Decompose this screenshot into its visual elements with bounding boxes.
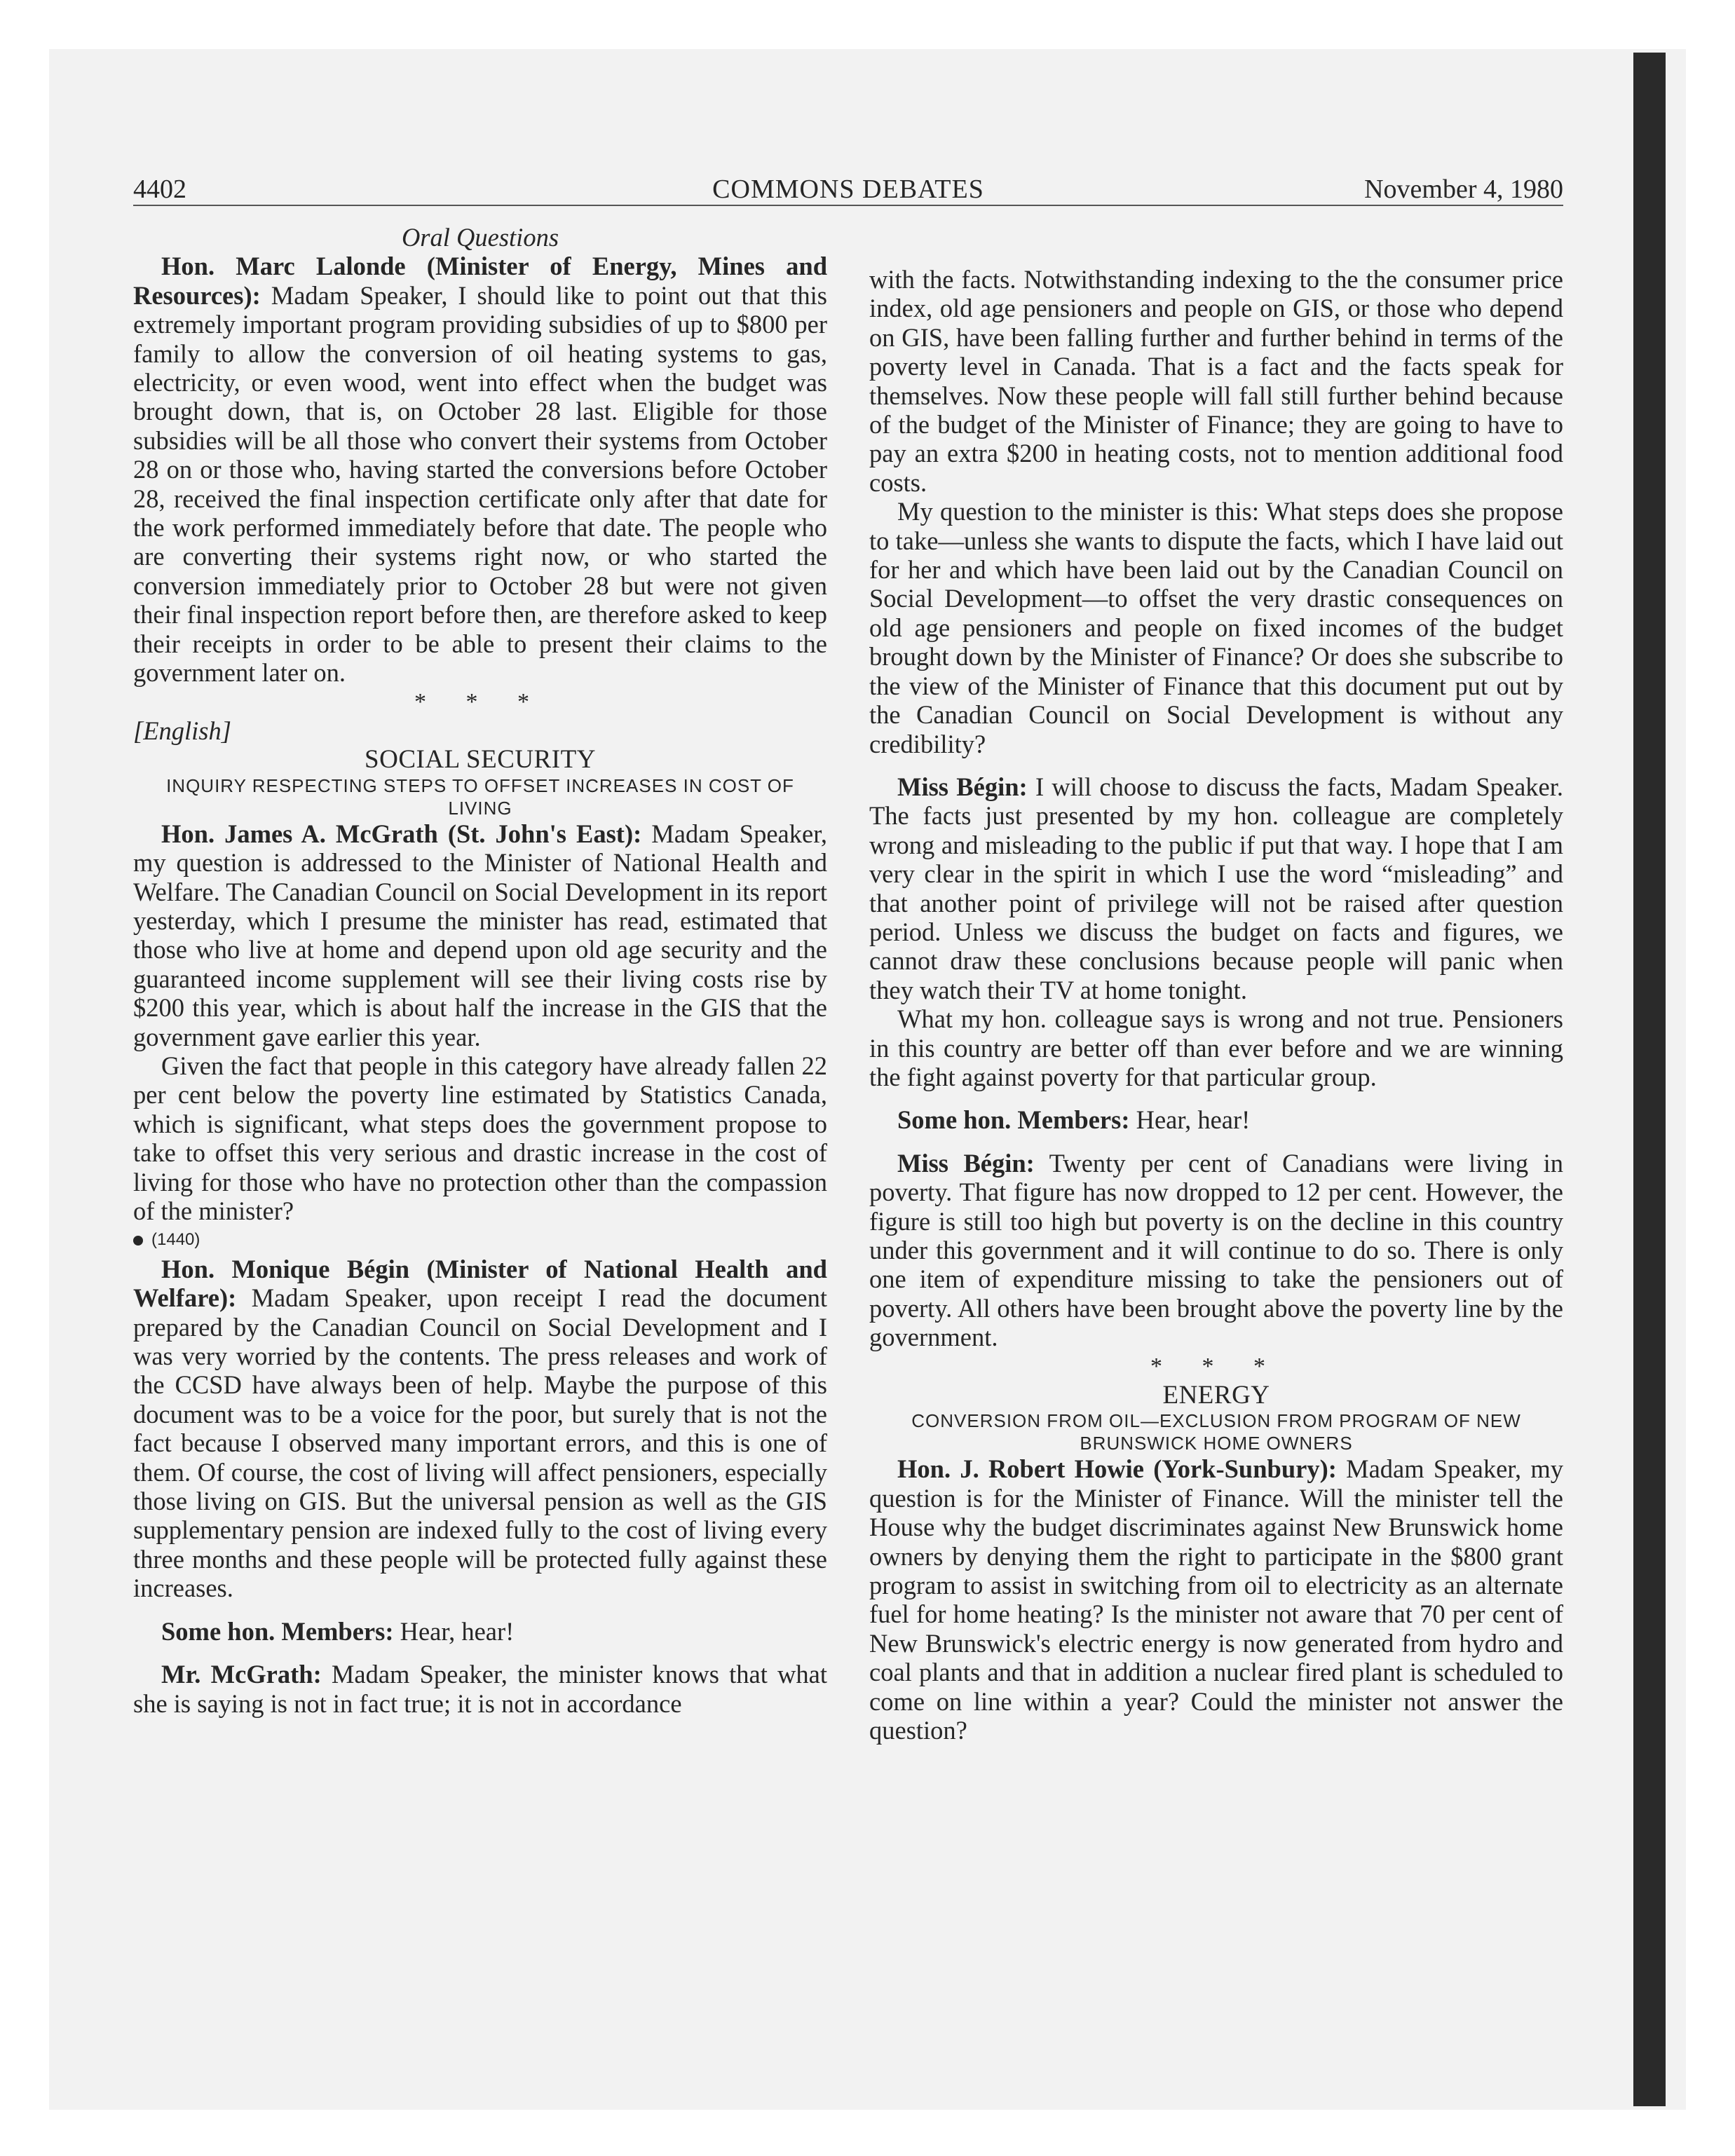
speech-text: I will choose to discuss the facts, Madam Speaker. The facts just presented by my hon. colleague are completely wrong and misleading to the public if put that way. I hope that I am very clear in the spirit in which I use the word “misleading” and that another point of privilege will not be raised after question period. Unless we discuss the budget on facts and figures, we cannot draw these conclusions because people will panic when they watch their TV at home tonight. [869,772,1563,1004]
right-column [869,265,1563,1745]
publication-date: November 4, 1980 [1364,175,1563,204]
language-marker: [English] [133,716,231,745]
speaker-name: Some hon. Members: [897,1105,1130,1135]
speech-text: Given the fact that people in this category have already fallen 22 per cent below the poverty line estimated by Statistics Canada, which is significant, what steps does the government propose to take to offset this very serious and drastic increase in the cost of living for those who have no protection other than the compassion of the minister? [133,1051,827,1225]
speech-text: Hear, hear! [1129,1105,1251,1135]
page-header [133,171,1563,207]
paragraph [869,1149,1563,1352]
section-separator: * * * [414,688,546,715]
paragraph [869,1454,1563,1745]
speech-text: Madam Speaker, upon receipt I read the document prepared by the Canadian Council on Social Development and I was very worried by the contents. The press releases and work of the CCSD have always been of help. Maybe the purpose of this document was to be a voice for the poor, but surely that is not the fact because I observed many important errors, and this is one of them. Of course, the cost of living will affect pensioners, especially those living on GIS. But the universal pension as well as the GIS supplementary pension are indexed fully to the cost of living every three months and these people will be protected fully against these increases. [133,1283,827,1603]
speaker-name: Hon. Monique Bégin (Minister of National Health and Welfare): [133,1254,827,1313]
page-number: 4402 [133,175,186,204]
speech-text: with the facts. Notwithstanding indexing to the the consumer price index, old age pensioners and people on GIS, or those who depend on GIS, have been falling further and further behind in terms of the poverty level in Canada. That is a fact and the facts speak for themselves. Now these people will fall still further behind because of the budget of the Minister of Finance; they are going to have to pay an extra $200 in heating costs, not to mention additional food costs. [869,265,1563,497]
speech-text: Hear, hear! [393,1616,515,1646]
speech-text: My question to the minister is this: What steps does she propose to take—unless she wants to dispute the facts, which I have laid out for her and which have been laid out by the Canadian Council on Social Development—to offset the very drastic consequences on old age pensioners and people on fixed incomes of the budget brought down by the Minister of Finance? Or does she subscribe to the view of the Minister of Finance that this document put out by the Canadian Council on Social Development is without any credibility? [869,497,1563,758]
subject-heading: SOCIAL SECURITY [365,745,596,775]
paragraph [869,772,1563,1004]
paragraph [133,1617,827,1646]
section-label: Oral Questions [401,223,559,252]
paragraph [133,1660,827,1718]
speaker-name: Some hon. Members: [161,1616,394,1646]
paragraph [869,1004,1563,1091]
header-rule [133,205,1563,206]
subject-subheading: CONVERSION FROM OIL—EXCLUSION FROM PROGRAM OF NEW BRUNSWICK HOME OWNERS [911,1410,1521,1454]
paragraph [133,252,827,687]
speech-text: Twenty per cent of Canadians were living in poverty. That figure has now dropped to 12 per cent. However, the figure is still too high but poverty is on the decline in this country under this government and it will continue to do so. There is only one item of expenditure missing to take the pensioners out of poverty. All others have been brought above the poverty line by the government. [869,1148,1563,1352]
time-marker [133,1225,827,1254]
paragraph [133,1255,827,1603]
speaker-name: Hon. J. Robert Howie (York-Sunbury): [897,1454,1337,1484]
section-separator: * * * [1150,1353,1282,1379]
speaker-name: Hon. James A. McGrath (St. John's East): [161,819,642,848]
speech-text: What my hon. colleague says is wrong and not true. Pensioners in this country are better off than ever before and we are winning the fight against poverty for that particular group. [869,1004,1563,1091]
speaker-name: Mr. McGrath: [161,1660,322,1689]
paragraph [133,819,827,1051]
speech-text: Madam Speaker, my question is for the Minister of Finance. Will the minister tell the House why the budget discriminates against New Brunswick home owners by denying them the right to participate in the $800 grant program to assist in switching from oil to electricity as an alternate fuel for home heating? Is the minister not aware that 70 per cent of New Brunswick's electric energy is now generated from hydro and coal plants and that in addition a nuclear fired plant is scheduled to come on line within a year? Could the minister not answer the question? [869,1454,1563,1745]
paragraph [869,1105,1563,1134]
speech-text: Madam Speaker, the minister knows that what she is saying is not in fact true; it is not in accordance [133,1660,827,1718]
speaker-name: Miss Bégin: [897,1148,1035,1178]
speech-text: Madam Speaker, I should like to point out that this extremely important program providing subsidies of up to $800 per family to allow the conversion of oil heating systems to gas, electricity, or even wood, went into effect when the budget was brought down, that is, on October 28 last. Eligible for those subsidies will be all those who convert their systems from October 28 on or those who, having started the conversions before October 28, received the final inspection certificate only after that date for the work performed immediately before that date. The people who are converting their systems right now, or who started the conversion immediately prior to October 28 but were not given their final inspection report before then, are therefore asked to keep their receipts in order to be able to present their claims to the government later on. [133,280,827,688]
publication-title: COMMONS DEBATES [712,175,984,204]
speech-text: Madam Speaker, my question is addressed to the Minister of National Health and Welfare. The Canadian Council on Social Development in its report yesterday, which I presume the minister has read, estimated that those who live at home and depend upon old age security and the guaranteed income supplement will see their living costs rise by $200 this year, which is about half the increase in the GIS that the government gave earlier this year. [133,819,828,1051]
paragraph [869,265,1563,497]
speaker-name: Hon. Marc Lalonde (Minister of Energy, Mines and Resources): [133,252,827,310]
subject-heading: ENERGY [1162,1381,1270,1410]
paragraph [869,497,1563,758]
left-column [133,223,827,1718]
speaker-name: Miss Bégin: [897,772,1028,801]
scan-edge-shadow [1633,53,1666,2106]
bullet-icon [133,1236,143,1246]
time-marker-text: (1440) [151,1230,200,1250]
paragraph [133,1051,827,1225]
subject-subheading: INQUIRY RESPECTING STEPS TO OFFSET INCREASES IN COST OF LIVING [166,775,794,819]
